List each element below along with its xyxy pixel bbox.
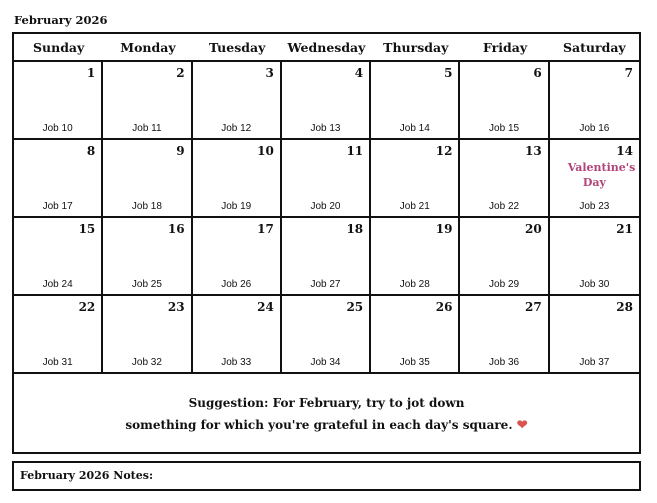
day-cell[interactable] <box>550 218 639 296</box>
job-label: Job 15 <box>489 123 520 134</box>
day-cell[interactable] <box>460 218 549 296</box>
day-header-tuesday: Tuesday <box>209 40 266 55</box>
day-number: 12 <box>435 144 453 158</box>
notes-box[interactable] <box>12 461 641 491</box>
day-number: 22 <box>78 300 96 314</box>
job-label: Job 11 <box>132 123 162 134</box>
day-number: 21 <box>616 222 633 236</box>
calendar <box>12 32 641 454</box>
suggestion-line-2-wrap <box>125 418 527 433</box>
job-label: Job 23 <box>579 201 610 212</box>
day-number: 18 <box>346 222 364 236</box>
day-number: 15 <box>78 222 96 236</box>
day-cell[interactable] <box>14 218 103 296</box>
job-label: Job 10 <box>42 123 73 134</box>
page-title: February 2026 <box>14 13 108 27</box>
day-cell[interactable] <box>103 296 192 374</box>
job-label: Job 21 <box>399 201 430 212</box>
day-header-friday: Friday <box>483 40 528 55</box>
day-header-monday: Monday <box>120 40 176 55</box>
day-number: 14 <box>616 144 633 158</box>
day-cell[interactable] <box>550 62 639 140</box>
job-label: Job 12 <box>221 123 252 134</box>
day-cell[interactable] <box>103 62 192 140</box>
day-cell[interactable] <box>460 62 549 140</box>
day-cell[interactable] <box>282 62 371 140</box>
day-header-sunday: Sunday <box>32 40 85 55</box>
day-number: 24 <box>257 300 274 314</box>
day-cell[interactable] <box>193 140 282 218</box>
job-label: Job 35 <box>399 357 430 368</box>
day-cell[interactable] <box>550 140 639 218</box>
suggestion-box <box>14 374 639 454</box>
job-label: Job 26 <box>221 279 252 290</box>
day-header-thursday: Thursday <box>383 40 449 55</box>
job-label: Job 18 <box>131 201 162 212</box>
day-number: 19 <box>435 222 453 236</box>
day-number: 20 <box>525 222 542 236</box>
day-number: 6 <box>533 66 542 80</box>
job-label: Job 20 <box>310 201 341 212</box>
holiday-label: Valentine's Day <box>567 161 636 189</box>
calendar-grid <box>14 62 639 374</box>
job-label: Job 13 <box>310 123 341 134</box>
day-cell[interactable] <box>371 140 460 218</box>
day-number: 17 <box>257 222 274 236</box>
day-cell[interactable] <box>193 218 282 296</box>
day-header-saturday: Saturday <box>563 40 626 55</box>
day-cell[interactable] <box>282 218 371 296</box>
job-label: Job 19 <box>221 201 252 212</box>
day-cell[interactable] <box>193 296 282 374</box>
job-label: Job 25 <box>131 279 162 290</box>
job-label: Job 14 <box>399 123 430 134</box>
day-cell[interactable] <box>14 140 103 218</box>
job-label: Job 17 <box>42 201 73 212</box>
job-label: Job 22 <box>489 201 520 212</box>
job-label: Job 24 <box>42 279 73 290</box>
day-cell[interactable] <box>193 62 282 140</box>
day-cell[interactable] <box>103 140 192 218</box>
day-number: 2 <box>176 66 185 80</box>
day-cell[interactable] <box>14 62 103 140</box>
day-cell[interactable] <box>103 218 192 296</box>
job-label: Job 36 <box>489 357 520 368</box>
day-number: 7 <box>624 66 633 80</box>
job-label: Job 30 <box>579 279 610 290</box>
day-number: 8 <box>86 144 96 158</box>
day-number: 3 <box>265 66 274 80</box>
day-headers <box>14 34 639 62</box>
day-number: 1 <box>86 66 96 80</box>
day-number: 27 <box>525 300 542 314</box>
day-number: 10 <box>257 144 274 158</box>
job-label: Job 27 <box>310 279 341 290</box>
day-number: 23 <box>167 300 185 314</box>
job-label: Job 33 <box>221 357 252 368</box>
day-cell[interactable] <box>460 140 549 218</box>
suggestion-line-2: something for which you're grateful in each day's square. <box>125 417 513 432</box>
day-cell[interactable] <box>371 296 460 374</box>
day-number: 9 <box>176 144 185 158</box>
day-cell[interactable] <box>550 296 639 374</box>
day-number: 26 <box>435 300 453 314</box>
job-label: Job 29 <box>489 279 520 290</box>
day-number: 28 <box>616 300 633 314</box>
day-number: 4 <box>354 66 364 80</box>
job-label: Job 34 <box>310 357 341 368</box>
day-number: 11 <box>346 144 364 158</box>
suggestion-line-1: Suggestion: For February, try to jot down <box>188 395 465 410</box>
day-cell[interactable] <box>371 62 460 140</box>
heart-icon: ❤ <box>516 417 528 433</box>
notes-label: February 2026 Notes: <box>20 469 154 482</box>
day-cell[interactable] <box>460 296 549 374</box>
day-cell[interactable] <box>14 296 103 374</box>
day-number: 13 <box>525 144 542 158</box>
day-number: 25 <box>346 300 364 314</box>
day-number: 16 <box>167 222 185 236</box>
job-label: Job 16 <box>579 123 610 134</box>
day-cell[interactable] <box>282 140 371 218</box>
day-header-wednesday: Wednesday <box>287 40 366 55</box>
job-label: Job 31 <box>42 357 73 368</box>
job-label: Job 37 <box>579 357 610 368</box>
day-number: 5 <box>444 66 453 80</box>
day-cell[interactable] <box>371 218 460 296</box>
job-label: Job 28 <box>399 279 430 290</box>
job-label: Job 32 <box>131 357 162 368</box>
day-cell[interactable] <box>282 296 371 374</box>
